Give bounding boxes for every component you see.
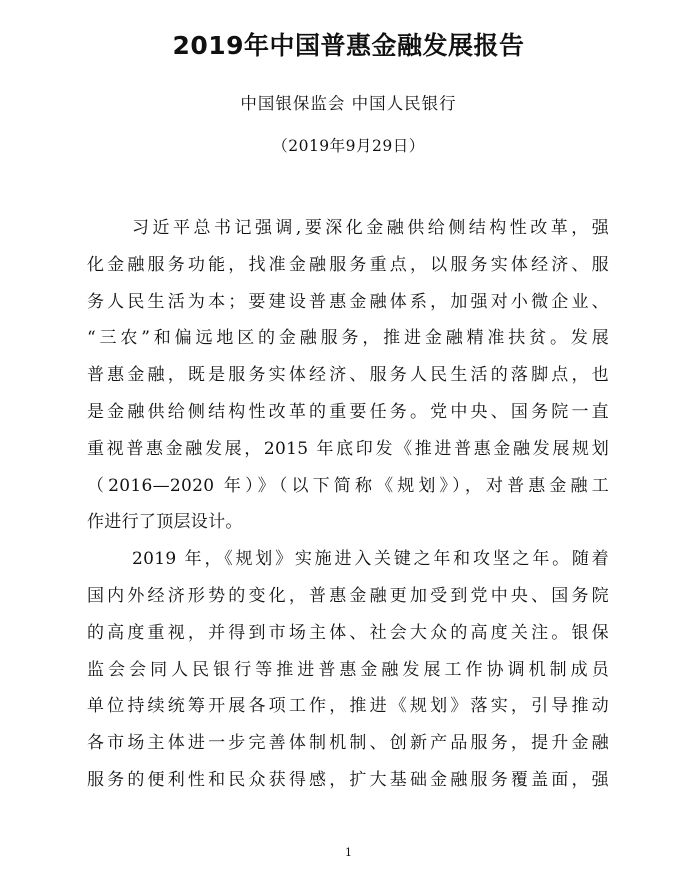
paragraph-1: [87, 210, 609, 541]
paragraph-line: 2019 年，《规划》实施进入关键之年和攻坚之年。随着: [132, 549, 609, 570]
paragraph-line: 国内外经济形势的变化，普惠金融更加受到党中央、国务院: [87, 585, 609, 606]
page-number: 1: [345, 846, 352, 859]
document-title: 2019年中国普惠金融发展报告: [172, 31, 525, 60]
paragraph-2: [87, 541, 609, 799]
paragraph-line: 务人民生活为本；要建设普惠金融体系，加强对小微企业、: [87, 291, 609, 312]
paragraph-line: 习近平总书记强调,要深化金融供给侧结构性改革，强: [132, 218, 609, 238]
paragraph-line: 化金融服务功能，找准金融服务重点，以服务实体经济、服: [87, 254, 609, 275]
paragraph-line: 单位持续统筹开展各项工作，推进《规划》落实，引导推动: [87, 696, 609, 717]
paragraph-line: 普惠金融，既是服务实体经济、服务人民生活的落脚点，也: [87, 365, 609, 386]
paragraph-line: 服务的便利性和民众获得感，扩大基础金融服务覆盖面，强: [87, 769, 609, 790]
paragraph-line: 重视普惠金融发展，2015 年底印发《推进普惠金融发展规划: [87, 438, 609, 459]
paragraph-line: “三农”和偏远地区的金融服务，推进金融精准扶贫。发展: [87, 328, 609, 349]
paragraph-line: 的高度重视，并得到市场主体、社会大众的高度关注。银保: [87, 622, 609, 643]
paragraph-line: 是金融供给侧结构性改革的重要任务。党中央、国务院一直: [87, 401, 609, 422]
document-authors: 中国银保监会 中国人民银行: [240, 94, 457, 113]
paragraph-line: 作进行了顶层设计。: [87, 512, 243, 533]
paragraph-line: 监会会同人民银行等推进普惠金融发展工作协调机制成员: [87, 659, 609, 680]
paragraph-line: 各市场主体进一步完善体制机制、创新产品服务，提升金融: [87, 733, 609, 754]
document-body: [87, 210, 609, 799]
document-date: （2019年9月29日）: [272, 137, 425, 155]
paragraph-line: （2016—2020 年）》（以下简称《规划》），对普惠金融工: [87, 475, 609, 496]
